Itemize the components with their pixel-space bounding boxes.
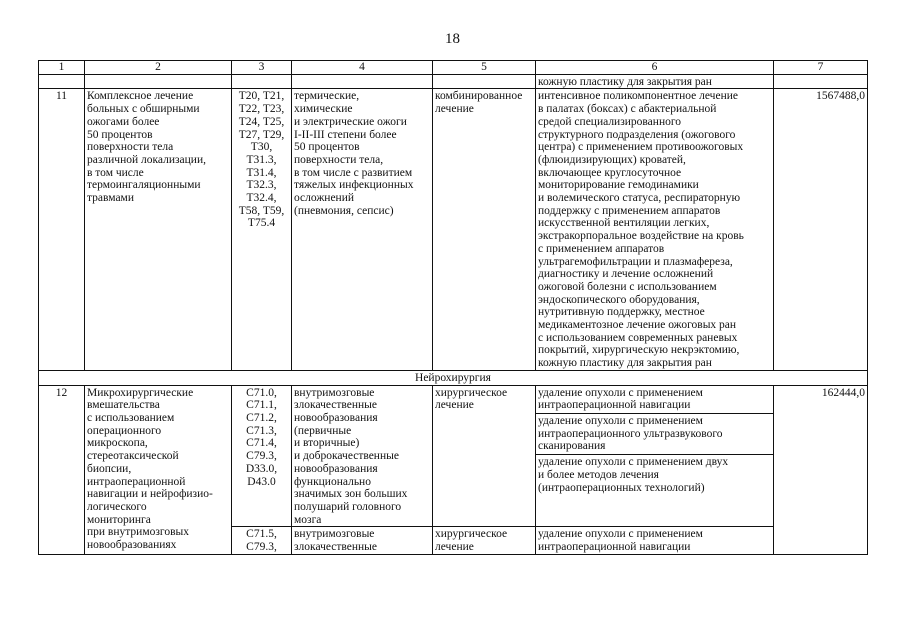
cost-value: 1567488,0	[774, 89, 868, 370]
treatment-method: удаление опухоли с применением интраоперационной навигации	[536, 527, 774, 554]
column-number: 7	[774, 61, 868, 75]
column-number: 1	[39, 61, 85, 75]
icd-codes: C71.5, C79.3,	[232, 527, 292, 554]
continuation-row	[39, 74, 868, 89]
column-number: 5	[433, 61, 536, 75]
treatment-method: удаление опухоли с применением двух и более методов лечения (интраоперационных технологий)	[536, 454, 773, 521]
treatment-method: интенсивное поликомпонентное лечение в палатах (боксах) с абактериальной средой специализированного структурного подразделения (ожогового центра) с применением противоожоговых (флюидизирующих) кроватей, включающее круглосуточное мониторирование гемодинамики и волемического статуса, респираторную поддержку с применением аппаратов искусственной вентиляции легких, экстракорпоральное воздействие на кровь с применением аппаратов ультрагемофильтрации и плазмафереза, диагностику и лечение осложнений ожоговой болезни с использованием эндоскопического оборудования, нутритивную поддержку, местное медикаментозное лечение ожоговых ран с использованием современных раневых покрытий, хирургическую некрэктомию, кожную пластику для закрытия ран	[536, 89, 774, 370]
icd-codes: T20, T21, T22, T23, T24, T25, T27, T29, T30, T31.3, T31.4, T32.3, T32.4, T58, T59, T75.4	[232, 89, 292, 370]
cost-value: 162444,0	[774, 385, 868, 554]
table-row	[39, 89, 868, 370]
treatment-type: хирургическое лечение	[433, 527, 536, 554]
procedures-table	[38, 60, 868, 555]
patient-model: внутримозговые злокачественные	[292, 527, 433, 554]
continuation-text: кожную пластику для закрытия ран	[536, 74, 774, 89]
row-number: 12	[39, 385, 85, 554]
column-number: 4	[292, 61, 433, 75]
row-number: 11	[39, 89, 85, 370]
patient-model: внутримозговые злокачественные новообразования (первичные и вторичные) и доброкачественные новообразования функционально значимых зон больших полушарий головного мозга	[292, 385, 433, 527]
section-row	[39, 370, 868, 385]
icd-codes: C71.0, C71.1, C71.2, C71.3, C71.4, C79.3, D33.0, D43.0	[232, 385, 292, 527]
treatment-method: удаление опухоли с применением интраоперационной навигации	[538, 386, 703, 412]
treatment-methods	[536, 385, 774, 527]
column-number: 2	[85, 61, 232, 75]
treatment-type: хирургическое лечение	[433, 385, 536, 527]
treatment-method: удаление опухоли с применением интраоперационного ультразвукового сканирования	[536, 413, 773, 454]
treatment-type: комбинированное лечение	[433, 89, 536, 370]
column-number: 6	[536, 61, 774, 75]
page-number: 18	[445, 31, 460, 47]
column-number: 3	[232, 61, 292, 75]
section-title: Нейрохирургия	[39, 370, 868, 385]
column-number-row	[39, 61, 868, 75]
profile-name: Микрохирургические вмешательства с использованием операционного микроскопа, стереотаксической биопсии, интраоперационной навигации и нейрофизио- логического мониторинга при внутримозговых новообразованиях	[85, 385, 232, 554]
table-row	[39, 385, 868, 527]
patient-model: термические, химические и электрические ожоги I-II-III степени более 50 процентов поверхности тела, в том числе с развитием тяжелых инфекционных осложнений (пневмония, сепсис)	[292, 89, 433, 370]
profile-name: Комплексное лечение больных с обширными ожогами более 50 процентов поверхности тела различной локализации, в том числе термоингаляционными травмами	[85, 89, 232, 370]
